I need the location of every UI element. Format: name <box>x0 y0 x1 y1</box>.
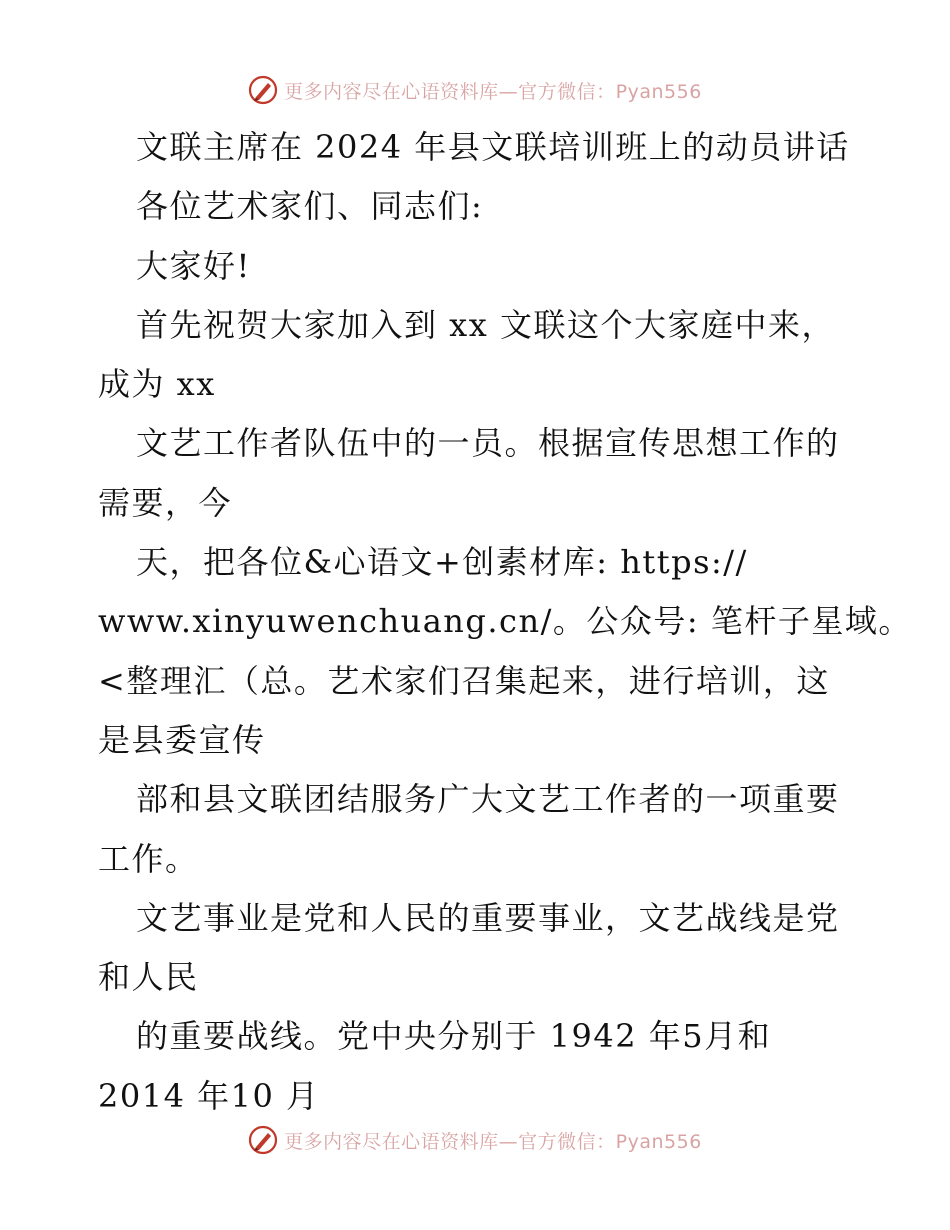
paragraph-line: 部和县文联团结服务广大文艺工作者的一项重要 <box>136 780 840 819</box>
paragraph-line: 需要，今 <box>98 483 233 522</box>
paragraph-line: 文艺工作者队伍中的一员。根据宣传思想工作的 <box>136 424 840 463</box>
footer-watermark-text: 更多内容尽在心语资料库—官方微信：Pyan556 <box>284 1130 702 1153</box>
document-title: 文联主席在 2024 年县文联培训班上的动员讲话 <box>136 128 850 166</box>
salutation: 各位艺术家们、同志们: <box>136 187 484 226</box>
document-body <box>98 118 912 1126</box>
pen-circle-logo-icon <box>248 75 278 105</box>
paragraph-line: 和人民 <box>98 958 199 997</box>
paragraph-line: <整理汇（总。艺术家们召集起来，进行培训，这 <box>98 661 830 700</box>
paragraph-line: 工作。 <box>98 839 199 878</box>
paragraph-line: 文艺事业是党和人民的重要事业，文艺战线是党 <box>136 898 840 937</box>
paragraph-line: www.xinyuwenchuang.cn/。公众号: 笔杆子星域。 <box>98 602 912 641</box>
footer-watermark-banner <box>0 1120 950 1160</box>
header-watermark-text: 更多内容尽在心语资料库—官方微信：Pyan556 <box>284 80 702 103</box>
paragraph-line: 成为 xx <box>98 365 216 404</box>
paragraph-line: 首先祝贺大家加入到 xx 文联这个大家庭中来， <box>136 305 835 344</box>
pen-circle-logo-icon <box>248 1125 278 1155</box>
paragraph-line: 是县委宣传 <box>98 720 266 759</box>
paragraph-line: 的重要战线。党中央分别于 1942 年5月和 <box>136 1017 772 1056</box>
greeting: 大家好! <box>136 246 251 285</box>
paragraph-line: 2014 年10 月 <box>98 1076 320 1115</box>
paragraph-line: 天，把各位&心语文+创素材库: https:// <box>136 543 748 582</box>
header-watermark-banner <box>0 70 950 110</box>
